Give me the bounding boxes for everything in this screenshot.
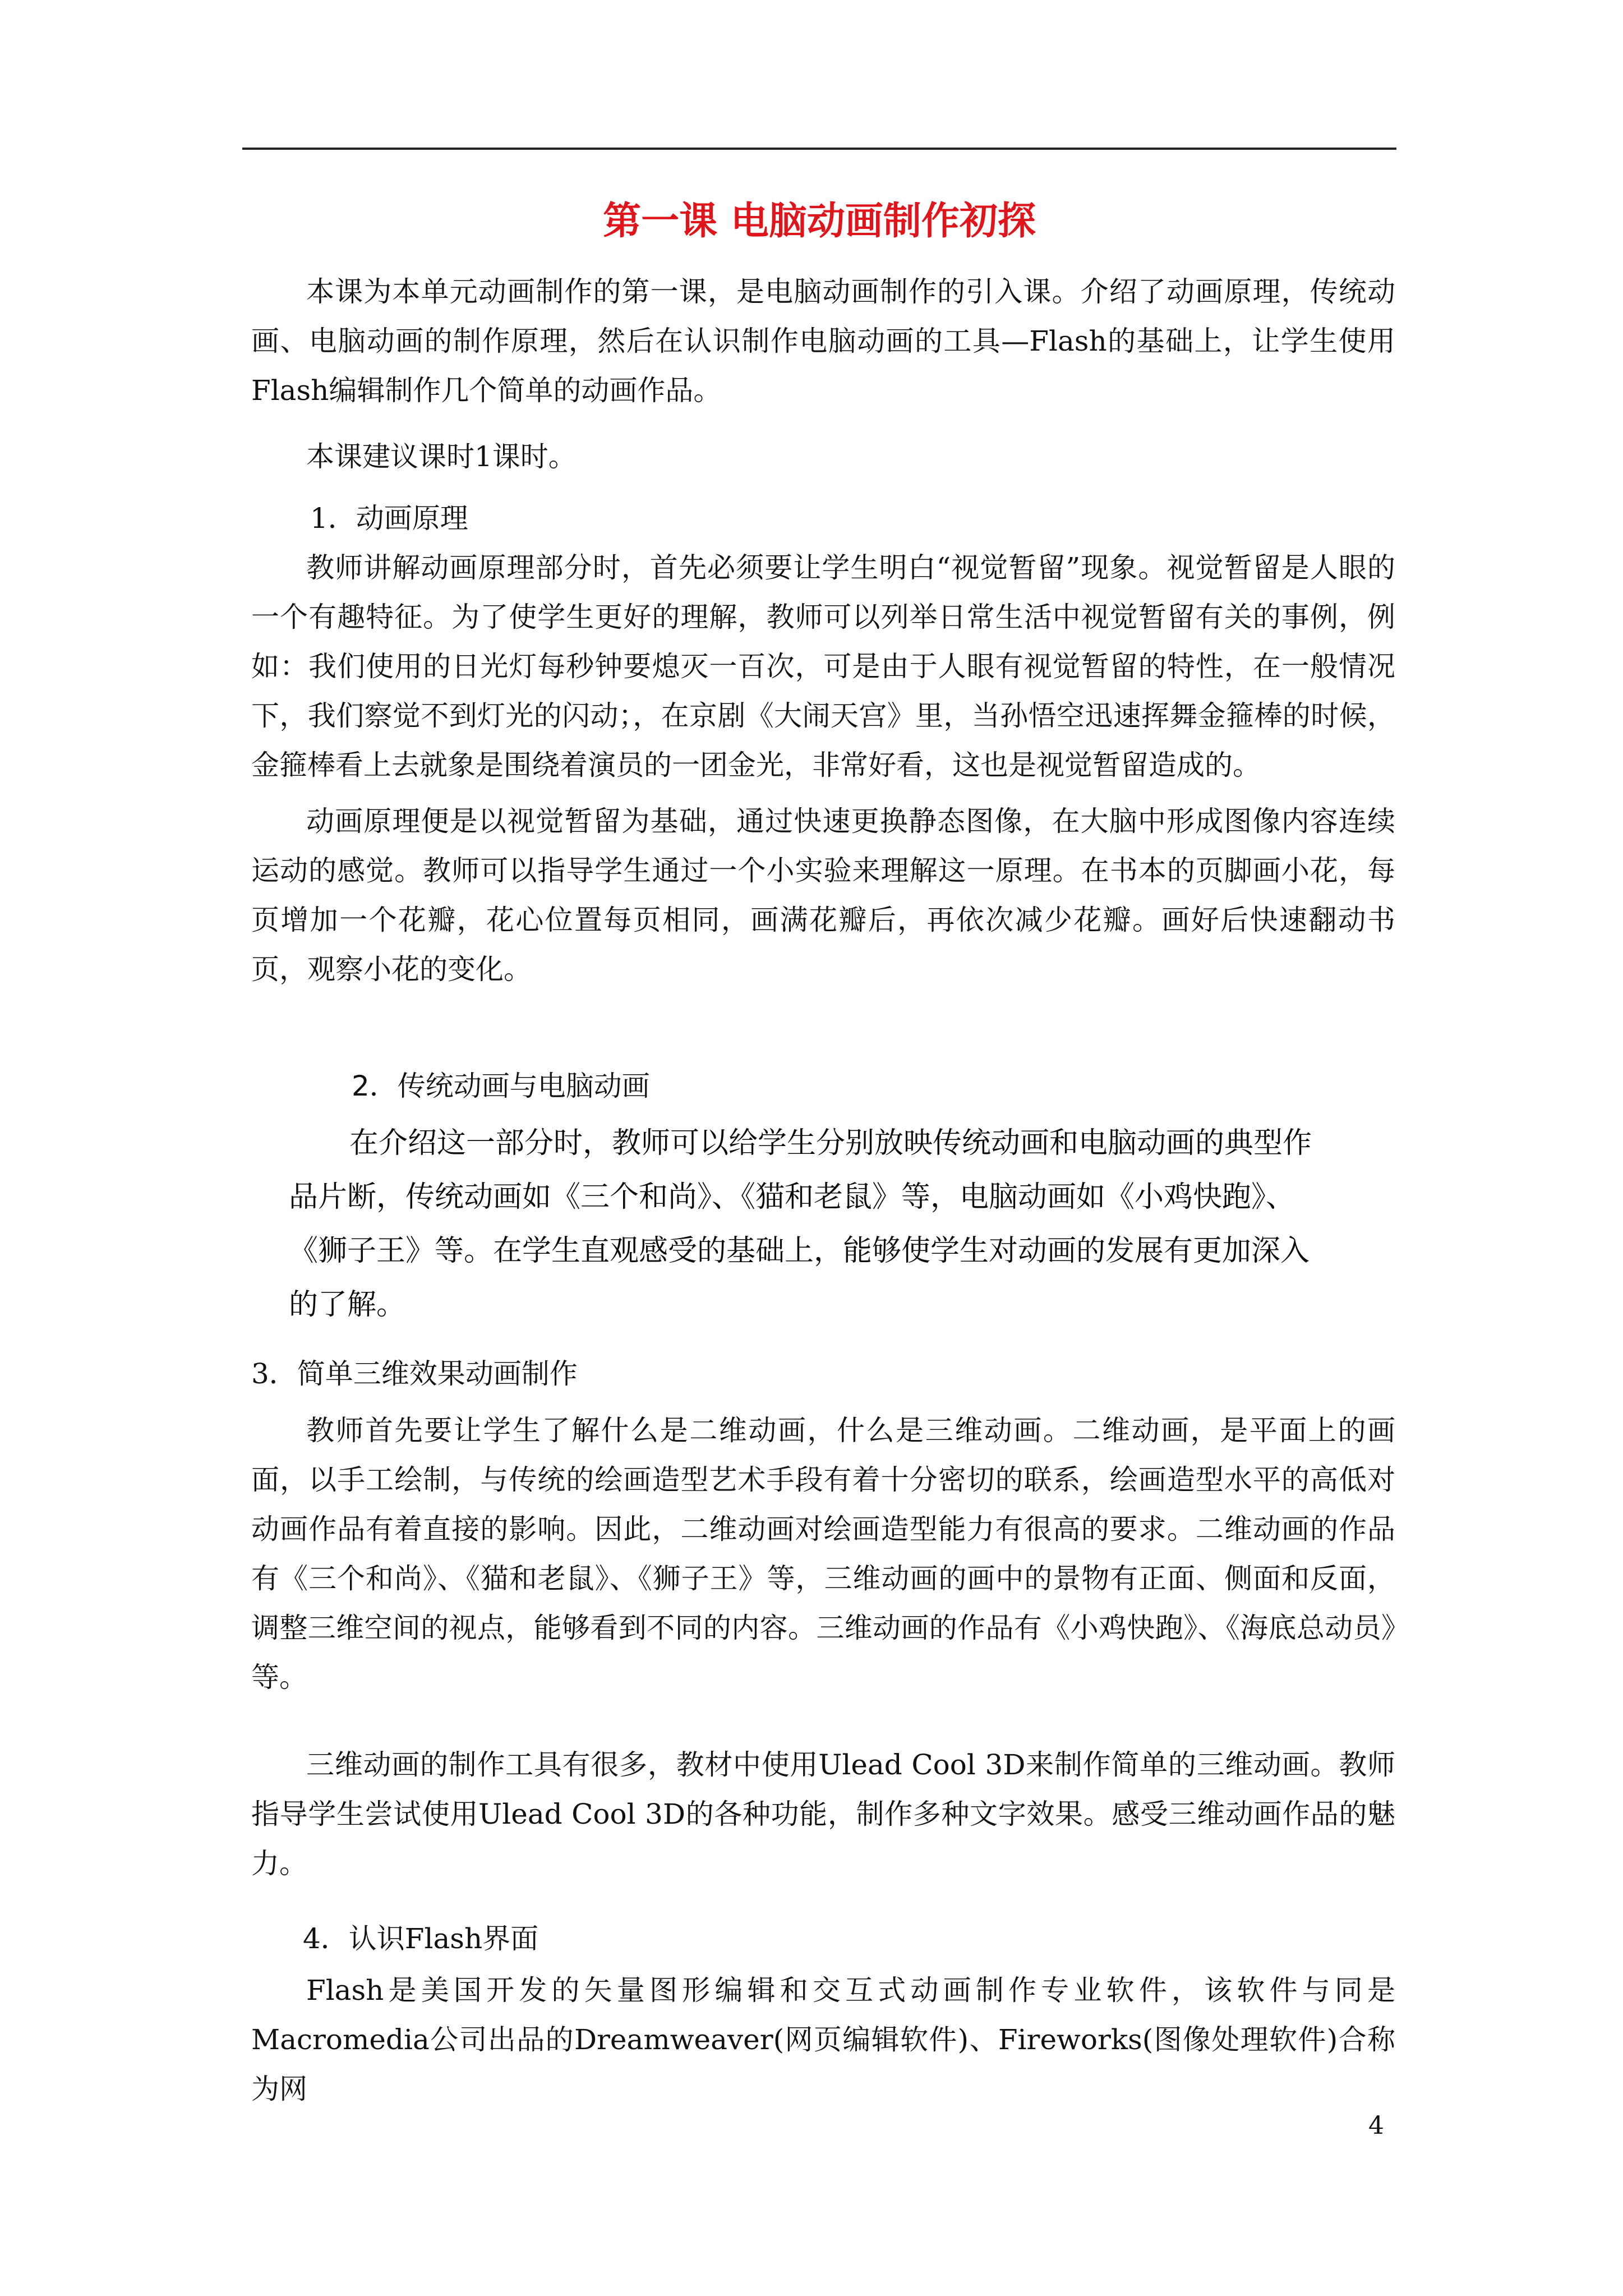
section2-line-2: 品片断，传统动画如《三个和尚》、《猫和老鼠》等，电脑动画如《小鸡快跑》、: [289, 1180, 1295, 1214]
section1-paragraph-2: 动画原理便是以视觉暂留为基础，通过快速更换静态图像，在大脑中形成图像内容连续运动的感觉。教师可以指导学生通过一个小实验来理解这一原理。在书本的页脚画小花，每页增加一个花瓣，花心位置每页相同，画满花瓣后，再依次减少花瓣。画好后快速翻动书页，观察小花的变化。: [251, 805, 1395, 986]
section4-heading: 4．认识Flash界面: [303, 1922, 539, 1955]
section2-heading: 2．传统动画与电脑动画: [352, 1070, 650, 1102]
intro-paragraph: 本课为本单元动画制作的第一课，是电脑动画制作的引入课。介绍了动画原理，传统动画、电脑动画的制作原理，然后在认识制作电脑动画的工具—Flash的基础上，让学生使用Flash编辑制作几个简单的动画作品。: [251, 275, 1395, 407]
section1-paragraph-1: 教师讲解动画原理部分时，首先必须要让学生明白“视觉暂留”现象。视觉暂留是人眼的一个有趣特征。为了使学生更好的理解，教师可以列举日常生活中视觉暂留有关的事例，例如：我们使用的日光灯每秒钟要熄灭一百次，可是由于人眼有视觉暂留的特性，在一般情况下，我们察觉不到灯光的闪动；，在京剧《大闹天宫》里，当孙悟空迅速挥舞金箍棒的时候，金箍棒看上去就象是围绕着演员的一团金光，非常好看，这也是视觉暂留造成的。: [251, 551, 1395, 781]
lesson-hours: 本课建议课时1课时。: [306, 440, 577, 473]
section2-line-3: 《狮子王》等。在学生直观感受的基础上，能够使学生对动画的发展有更加深入: [289, 1234, 1310, 1268]
page-number: 4: [1368, 2111, 1384, 2140]
section4-paragraph-1: Flash是美国开发的矢量图形编辑和交互式动画制作专业软件，该软件与同是Macromedia公司出品的Dreamweaver(网页编辑软件)、Fireworks(图像处理软件)合称为网: [251, 1974, 1395, 2105]
section2-line-4: 的了解。: [289, 1288, 406, 1322]
section3-paragraph-2: 三维动画的制作工具有很多，教材中使用Ulead Cool 3D来制作简单的三维动画。教师指导学生尝试使用Ulead Cool 3D的各种功能，制作多种文字效果。感受三维动画作品的魅力。: [251, 1749, 1395, 1880]
section3-paragraph-1: 教师首先要让学生了解什么是二维动画，什么是三维动画。二维动画，是平面上的画面，以手工绘制，与传统的绘画造型艺术手段有着十分密切的联系，绘画造型水平的高低对动画作品有着直接的影响。因此，二维动画对绘画造型能力有很高的要求。二维动画的作品有《三个和尚》、《猫和老鼠》、《狮子王》等，三维动画的画中的景物有正面、侧面和反面，调整三维空间的视点，能够看到不同的内容。三维动画的作品有《小鸡快跑》、《海底总动员》等。: [251, 1414, 1395, 1694]
section3-heading: 3．简单三维效果动画制作: [251, 1358, 578, 1390]
lesson-title: 第一课 电脑动画制作初探: [603, 199, 1036, 243]
section2-line-1: 在介绍这一部分时，教师可以给学生分别放映传统动画和电脑动画的典型作: [349, 1126, 1312, 1160]
section1-heading: 1．动画原理: [310, 502, 468, 535]
header-rule: [242, 148, 1396, 150]
